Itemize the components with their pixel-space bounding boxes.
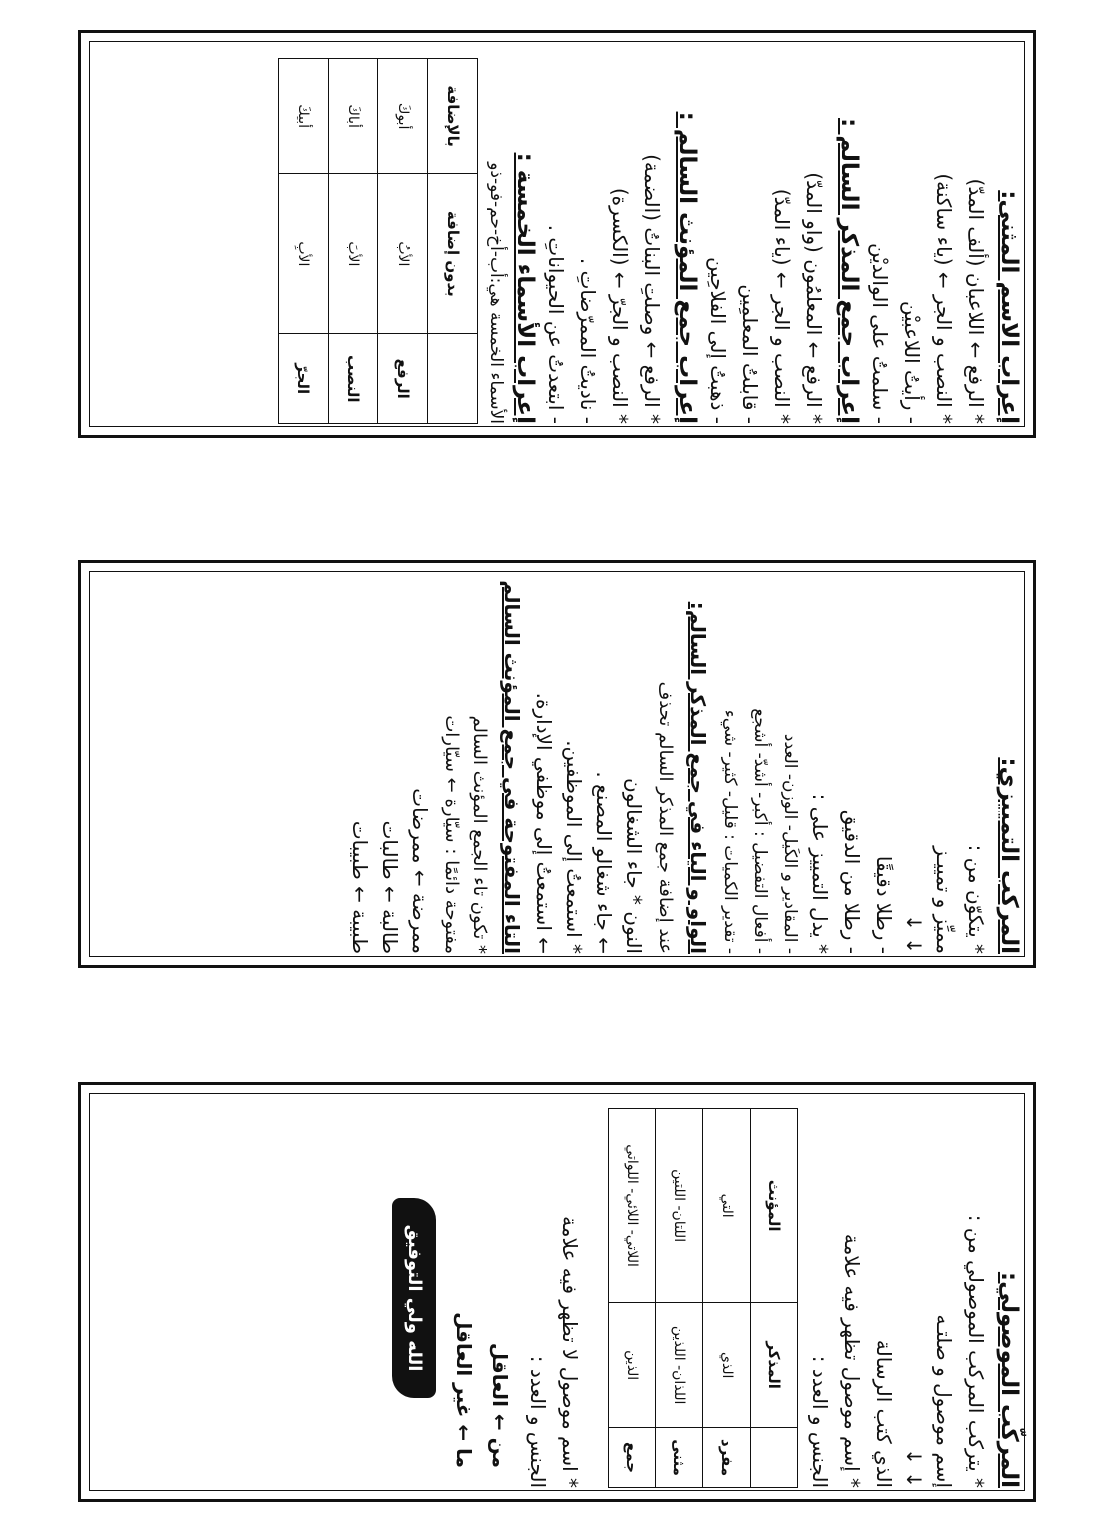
masc-title-text: إعراب جمع المذكر السالم : (836, 118, 862, 424)
five-nouns-cell: أبيكَ (279, 59, 329, 174)
drop-nun-title: الواو و الياء في جمع المذكر السالم: (686, 601, 710, 954)
relative-line-2: إسم موصول و صلتـه (932, 1314, 956, 1488)
tamyiz-line-3: ↓ ↓ (902, 914, 926, 954)
tamyiz-line-5: - رطلا من الدقيق (840, 809, 864, 954)
open-taa-line-1: * تكون تاء الجمع المؤنث السالم (469, 715, 490, 954)
open-taa-line-4: طالبة ← طالبات (378, 820, 402, 954)
five-nouns-header-no-annex: بدون إضافة (428, 174, 478, 334)
relative-text (90, 1096, 1020, 1488)
relative-table-cell: اللاتي- اللائي- اللواتي (609, 1109, 656, 1303)
relative-table-cell: اللذان- اللذين (656, 1303, 703, 1428)
fem-rule-1: * الرفع ← وصلتِ البناتُ (الضمة) (640, 154, 664, 424)
relative-table-header-blank (750, 1428, 797, 1488)
dual-rule-1: * الرفع ← اللاعبان (ألف المدّ) (964, 178, 988, 424)
tamyiz-line-7: - المقادير و الكَيل- الوزن- العدد (780, 733, 800, 954)
masc-rule-2: * النصب و الجر ← (ياء المدّ) (770, 188, 794, 424)
open-taa-title: التاء المفتوحة في جمع المؤنث السالم (500, 580, 524, 954)
closing-banner: الله ولي التوفيق (392, 1198, 436, 1398)
five-nouns-case-nasb: النصب (328, 334, 378, 424)
five-nouns-case-raf: الرفع (378, 334, 428, 424)
relative-line-1: * يتركب المركب الموصولي من : (964, 1214, 988, 1488)
relative-table-cell: التي (703, 1109, 750, 1303)
open-taa-line-3: ممرضة ← ممرضات (408, 788, 432, 954)
drop-nun-line-1: عند إضافة جمع المذكر السالم تحذف (655, 681, 676, 954)
five-nouns-cell: أبوكَ (378, 59, 428, 174)
five-nouns-cell: أباكَ (328, 59, 378, 174)
relative-table-cell: الذي (703, 1303, 750, 1428)
relative-line-6: الجنس و العدد : (808, 1355, 832, 1488)
fem-example-1: - ناديتُ الممرّضاتِ . (576, 257, 600, 424)
relative-line-5: * إسم موصول تظهر فيه علامة (840, 1233, 864, 1488)
drop-nun-line-5: ← استمعتُ إلى موظفي الإدارة. (532, 692, 556, 954)
tamyiz-line-4: - رطلا دقيقًا (872, 855, 896, 954)
relative-table-singular: مفرد (703, 1428, 750, 1488)
relative-line-7: * اسم موصول لا تظهر فيه علامة (558, 1216, 582, 1488)
masc-example-2: - ذهبتُ إلى الفلاحِين (706, 256, 730, 424)
five-nouns-header-annex: بالإضافة (428, 59, 478, 174)
relative-line-3: ↓ ↓ (902, 1448, 926, 1488)
dual-rule-2: * النصب و الجر ← (ياء ساكنة) (932, 173, 956, 424)
relative-line-8: الجنس و العدد : (526, 1355, 550, 1488)
five-nouns-cell: الأبَ (328, 174, 378, 334)
fem-rule-2: * النصب و الجرّ ← (الكسرة) (608, 187, 632, 424)
relative-table-cell: الذين (609, 1303, 656, 1428)
five-nouns-header-blank (428, 334, 478, 424)
dual-example-2: - سلمتُ على الوالديْن (868, 242, 892, 424)
fem-title-text: إعراب جمع المؤنث السالم : (674, 111, 700, 424)
relative-title: المركّب الموصولي: (996, 1271, 1022, 1488)
drop-nun-line-3: ← جاء شغالو المصنع . (592, 771, 616, 954)
tamyiz-text (90, 574, 1020, 954)
tamyiz-title: المركب التمييزي: (996, 757, 1022, 954)
five-nouns-table (278, 58, 478, 424)
masc-example-1: - قابلتُ المعلمِين (738, 284, 762, 424)
open-taa-line-5: طبيبة ← طبيبات (348, 820, 372, 954)
relative-line-10: ما ← غير العاقل (452, 1312, 476, 1468)
tamyiz-line-1: * يتكوّن من : (964, 844, 988, 954)
five-nouns-cell: الأبِ (279, 174, 329, 334)
tamyiz-line-9: - تقدير الكميات : قليل- كثير- شيء (720, 709, 740, 954)
five-nouns-title: إعراب الأسماء الخمسة : (512, 152, 538, 424)
tamyiz-line-8: - أفعال التفضيل : أكبر- أشدّ- أشجع (750, 708, 770, 954)
relative-line-4: الذي كتب الرسالة (872, 1339, 896, 1488)
relative-line-9: من ← العاقل (488, 1342, 512, 1468)
tamyiz-line-2: مميِّز و تمييـز (932, 846, 956, 954)
relative-table-header-fem: المؤنث (750, 1109, 797, 1303)
five-nouns-case-jarr: الجرّ (279, 334, 329, 424)
dual-example-1: - رأيتُ اللاعبيْن (900, 300, 924, 424)
fem-example-2: - ابتعدتُ عن الحيواناتِ . (544, 224, 568, 424)
open-taa-line-2: مفتوحة دائمًا : سيّارة ← سيّارات (441, 715, 462, 954)
relative-table-header-masc: المذكر (750, 1303, 797, 1428)
five-nouns-intro: الأسماء الخمسة هي:أب-أخ-حم-فو-ذو (486, 162, 506, 424)
drop-nun-line-2: النون * جاء الشغالون (622, 778, 646, 954)
masc-rule-1: * الرفع ← المعلمُون (واو المدّ) (802, 172, 826, 424)
tamyiz-line-6: * يدل التمييز على : (808, 793, 832, 954)
dual-title-text: إعراب الاسم المثنى: (996, 190, 1022, 424)
drop-nun-line-4: * استمعتُ إلى الموظفين. (562, 740, 586, 954)
five-nouns-cell: الأبُ (378, 174, 428, 334)
inflection-text (90, 44, 1020, 424)
relative-table-cell: اللتان- اللتين (656, 1109, 703, 1303)
relative-table-dual: مثنى (656, 1428, 703, 1488)
relative-pronoun-table (608, 1108, 798, 1488)
relative-table-plural: جمع (609, 1428, 656, 1488)
